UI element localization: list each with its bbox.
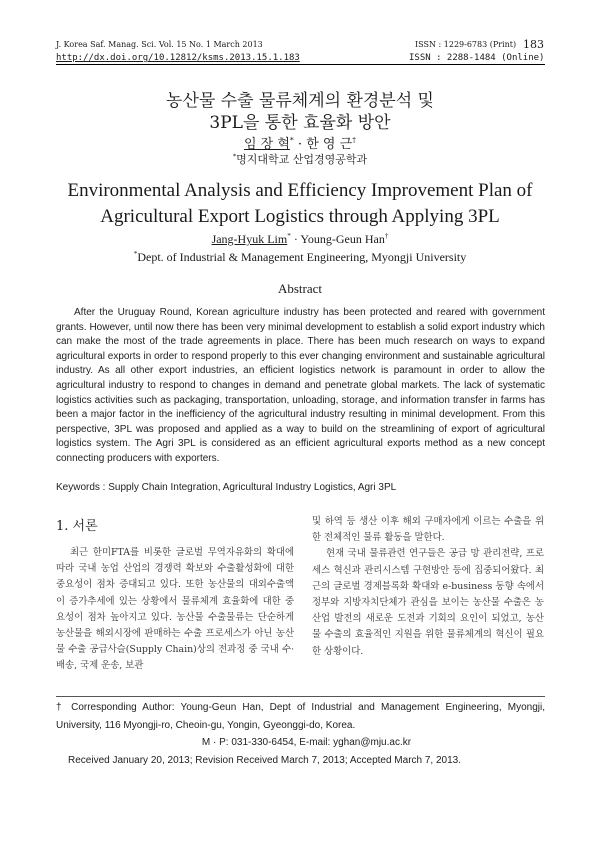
corresponding-mark: † xyxy=(56,702,65,713)
footnotes xyxy=(56,699,545,769)
header-divider xyxy=(56,64,545,65)
page-number: 183 xyxy=(523,38,544,51)
corresponding-author-note xyxy=(56,699,545,734)
right-column xyxy=(312,514,544,660)
korean-title-line2: 3PL을 통한 효율화 방안 xyxy=(209,113,391,133)
korean-author-2: 한 영 근 xyxy=(306,137,353,152)
corresponding-author-text: Corresponding Author: Young-Geun Han, Dept of Industrial and Management Engineering, Myongji, University, 116 Myongji-ro, Cheoin-gu, Yongin, Gyeonggi-do, Korea. xyxy=(56,702,546,731)
english-author-separator: · xyxy=(290,232,301,246)
english-title-line2: Agricultural Export Logistics through Applying 3PL xyxy=(100,206,500,227)
intro-paragraph-1: 최근 한미FTA를 비롯한 글로벌 무역자유화의 확대에 따라 국내 농업 산업의 경쟁력 확보와 수출활성화에 대한 중요성이 점차 증대되고 있다. 또한 농산물의 대외수출액이 증가추세에 있는 상황에서 물류체계 효율화에 대한 중요성이 점차 높아지고 있다. 농산물 수출물류는 단순하게 농산물을 해외시장에 판매하는 수출 프로세스가 아닌 농산물 수출 공급사슬(Supply Chain)상의 전과정 중 국내 수·배송, 국제 운송, 보관 xyxy=(56,547,294,672)
issn-online: ISSN : 2288-1484 (Online) xyxy=(409,53,545,63)
abstract-heading: Abstract xyxy=(277,281,323,296)
received-dates: Received January 20, 2013; Revision Received March 7, 2013; Accepted March 7, 2013. xyxy=(68,754,462,766)
korean-affiliation-mark: * xyxy=(232,152,237,161)
english-title-line1: Environmental Analysis and Efficiency Improvement Plan of xyxy=(67,180,533,201)
intro-paragraph-2: 현재 국내 물류관련 연구들은 공급 망 관리전략, 프로세스 혁신과 관리시스템 구현방안 등에 집중되어왔다. 최근의 글로벌 경제블록화 확대와 e-business 동향 속에서 정부와 지방자치단체가 관심을 보이는 농산물 수출은 농산업 발전의 새로운 도전과 기회의 요인이 되었고, 농산물 수출의 효율적인 지원을 위한 물류체계의 혁신이 필요한 상황이다. xyxy=(312,548,544,657)
abstract-body: After the Uruguay Round, Korean agriculture industry has been protected and reared with government grants. However, until now there has been very minimal development to establish a solid export industry which can make the most of the trade agreements in place. There has been much research on ways to expand agricultural exports in order to respond properly to this ever changing environment and sustainable agricultural industry. As all other export industries, an efficient logistics network is paramount in order to allow the agricultural industry to respond to changes in demand and penetrate global markets. The lack of systematic logistics activities such as packaging, transportation, unloading, storage, and information transfer in farms has been a major factor in the inefficiency of the agricultural industry resulting in minimal development. From this perspective, 3PL was proposed and applied as a way to build on the streamlining of export of agricultural logistics system. The Agri 3PL is considered as an efficient agricultural exports method as a new concept connecting producers with exporters. xyxy=(56,307,545,464)
left-column xyxy=(56,545,294,675)
english-authors xyxy=(0,232,600,247)
english-affiliation xyxy=(0,250,600,265)
section-heading: 1. 서론 xyxy=(56,519,98,534)
footnote-divider xyxy=(56,696,545,697)
korean-authors xyxy=(0,133,600,152)
keywords: Keywords : Supply Chain Integration, Agricultural Industry Logistics, Agri 3PL xyxy=(56,482,397,493)
english-author-1: Jang-Hyuk Lim xyxy=(211,232,288,246)
issn-print: ISSN : 1229-6783 (Print) xyxy=(415,40,517,49)
english-author-1-mark: * xyxy=(287,232,291,240)
korean-author-1: 임 장 혁 xyxy=(243,137,290,152)
english-affiliation-text: Dept. of Industrial & Management Engineering, Myongji University xyxy=(137,250,467,264)
contact-info: M · P: 031-330-6454, E-mail: yghan@mju.ac.kr xyxy=(201,737,412,748)
korean-author-2-mark: † xyxy=(352,135,357,145)
intro-paragraph-1-continued: 및 하역 등 생산 이후 해외 구매자에게 이르는 수출을 위한 전체적인 물류 활동을 말한다. xyxy=(312,516,544,544)
english-affiliation-mark: * xyxy=(133,250,138,258)
korean-author-1-mark: * xyxy=(289,135,294,145)
korean-affiliation-text: 명지대학교 산업경영공학과 xyxy=(236,153,368,166)
korean-author-separator: · xyxy=(293,137,307,152)
doi-link[interactable]: http://dx.doi.org/10.12812/ksms.2013.15.1.183 xyxy=(56,53,300,63)
journal-citation: J. Korea Saf. Manag. Sci. Vol. 15 No. 1 March 2013 xyxy=(56,40,263,49)
korean-title-line1: 농산물 수출 물류체계의 환경분석 및 xyxy=(166,91,434,111)
english-author-2: Young-Geun Han xyxy=(300,232,385,246)
korean-affiliation xyxy=(0,151,600,167)
english-author-2-mark: † xyxy=(384,232,389,240)
